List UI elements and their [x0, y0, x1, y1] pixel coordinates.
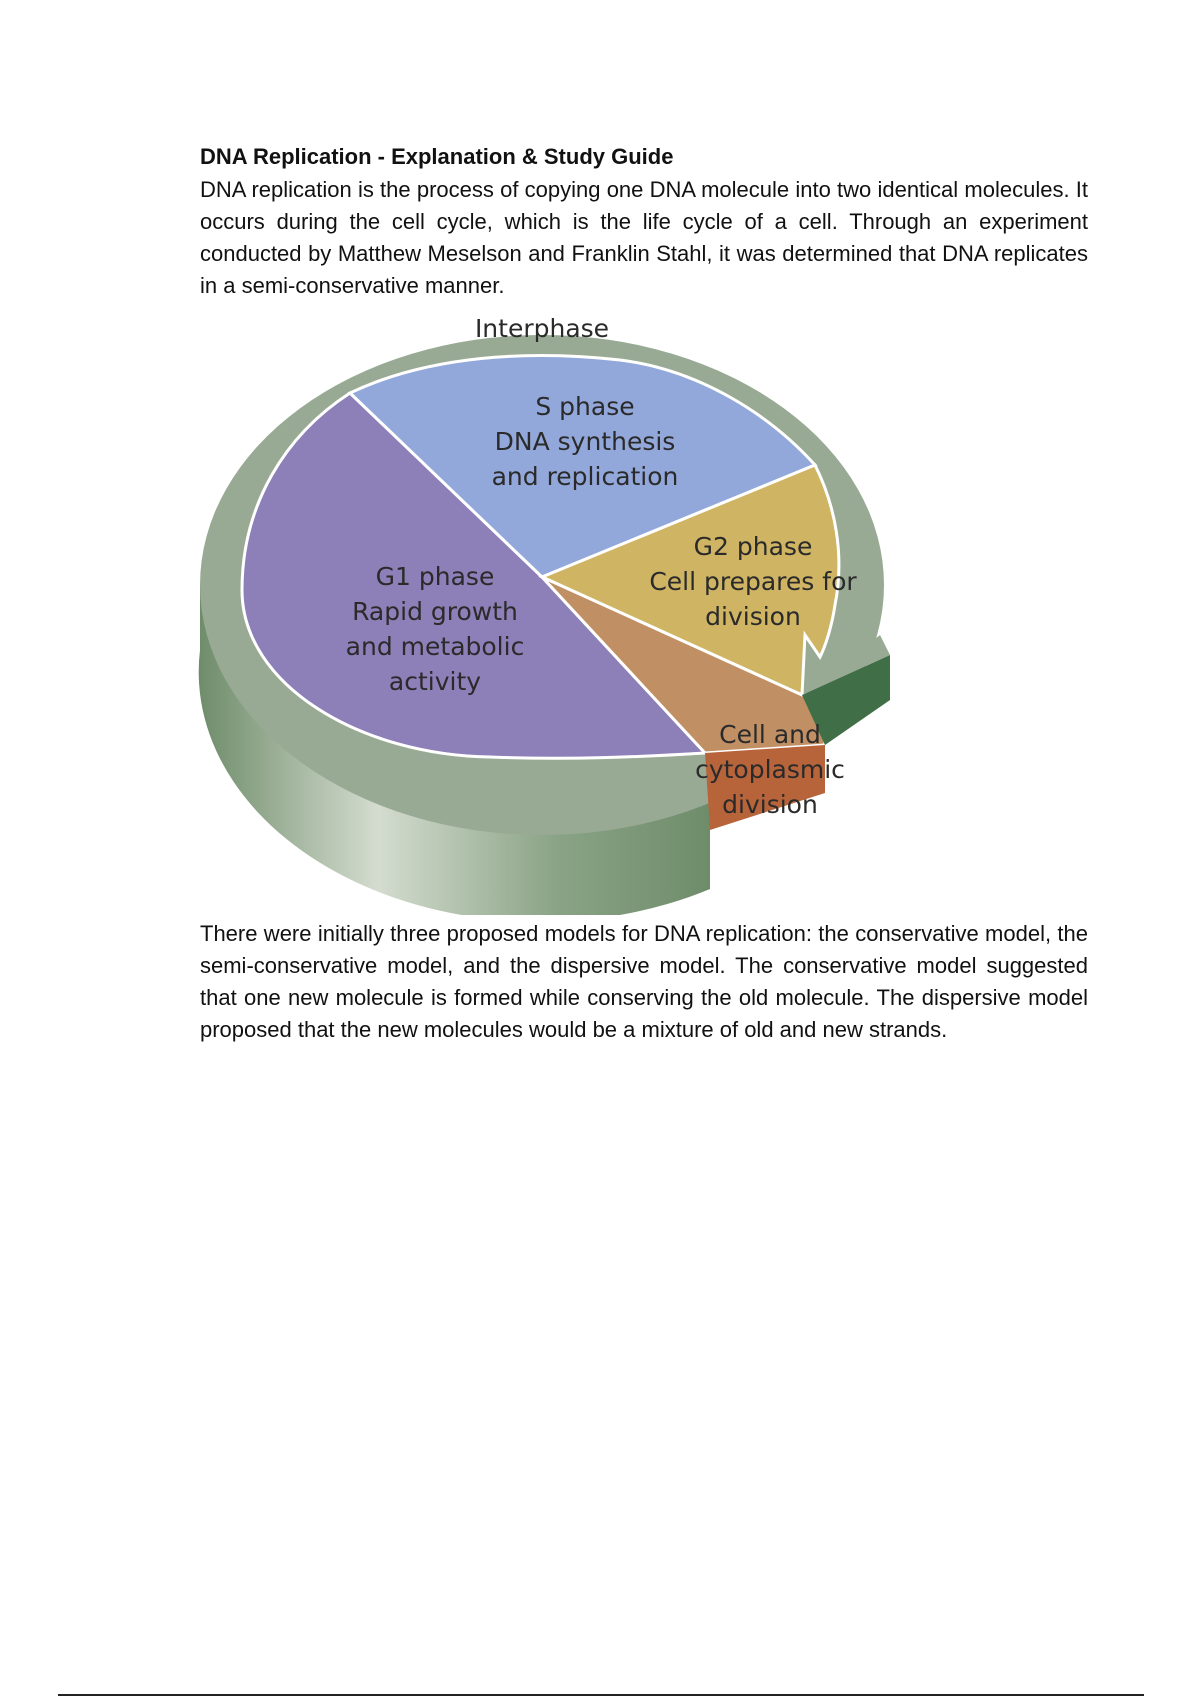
- g1-phase-label-4: activity: [388, 667, 482, 696]
- models-paragraph: There were initially three proposed models for DNA replication: the conservative model, the semi-conservative model, and the dispersive model. The conservative model suggested that one new molecule is formed while conserving the old molecule. The dispersive model proposed that the new molecules would be a mixture of old and new strands.: [200, 921, 1088, 1042]
- intro-paragraph: DNA replication is the process of copying one DNA molecule into two identical molecules. It occurs during the cell cycle, which is the life cycle of a cell. Through an experiment conducted by Matthew Meselson and Franklin Stahl, it was determined that DNA replicates in a semi-conservative manner.: [200, 177, 1088, 298]
- models-section: [200, 918, 1088, 1046]
- g1-phase-label-2: Rapid growth: [352, 597, 518, 626]
- m-phase-label-1: Cell and: [719, 720, 821, 749]
- m-phase-label-2: cytoplasmic: [695, 755, 845, 784]
- interphase-label: Interphase: [474, 314, 610, 343]
- g2-phase-label-2: Cell prepares for: [649, 567, 857, 596]
- m-phase-label-3: division: [722, 790, 818, 819]
- s-phase-label-2: DNA synthesis: [494, 427, 676, 456]
- s-phase-label-3: and replication: [491, 462, 679, 491]
- g1-phase-label-3: and metabolic: [345, 632, 525, 661]
- document-content: [200, 144, 1088, 302]
- g1-phase-label-1: G1 phase: [375, 562, 495, 591]
- g2-phase-label-1: G2 phase: [693, 532, 813, 561]
- footer-rule: [58, 1694, 1144, 1696]
- g2-phase-label-3: division: [705, 602, 801, 631]
- s-phase-label-1: S phase: [535, 392, 635, 421]
- document-title: DNA Replication - Explanation & Study Guide: [200, 144, 674, 169]
- cell-cycle-diagram: [190, 305, 970, 915]
